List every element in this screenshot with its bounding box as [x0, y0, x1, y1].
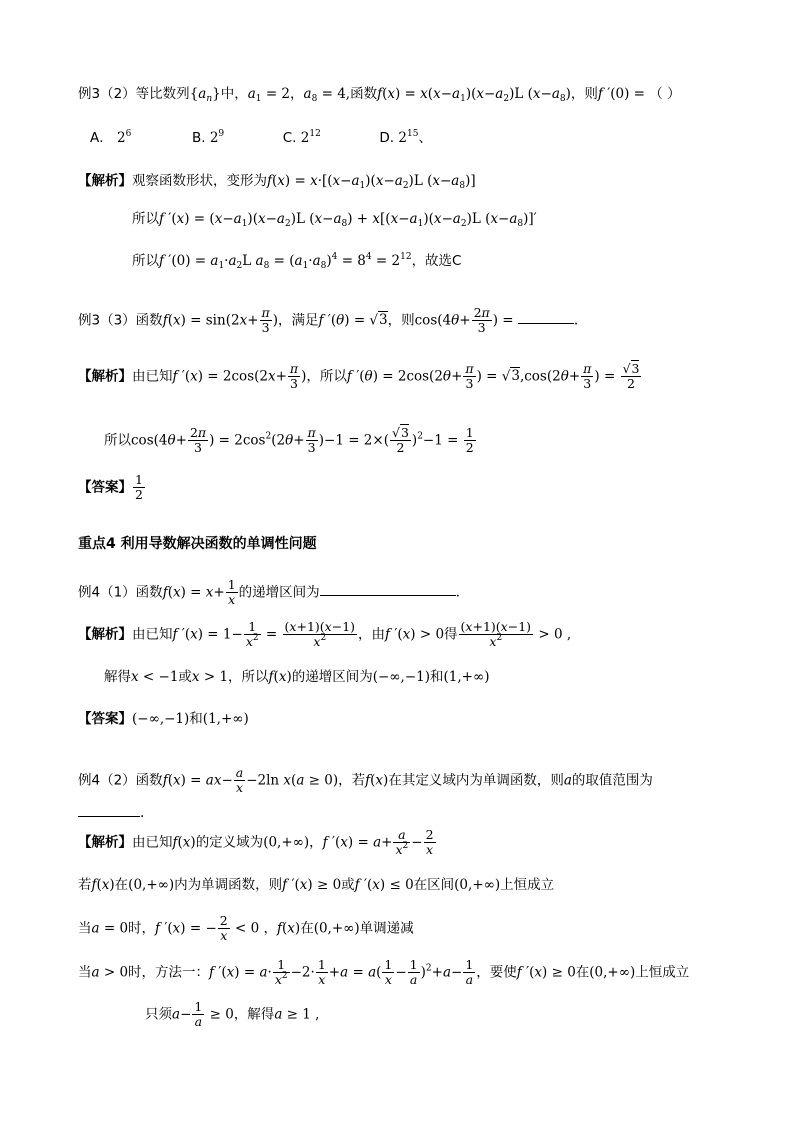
ex4-2-blank-line: . — [78, 806, 144, 822]
answer-blank[interactable] — [320, 594, 456, 596]
choice-c: C. $2^{12}$ — [282, 129, 321, 146]
ex3-2-analysis: 【解析】观察函数形状，变形为$f(x) = x\cdot[(x-a_1)(x-a_2)L$ $(x-a_8)$] — [78, 173, 476, 191]
ex4-2-case-a0: 当a = 0时，f ′(x) = − $\frac{2}{x}$ < 0 ，f(x)在(0,+∞)单调递减 — [78, 913, 414, 944]
ex3-2-derivative: 所以f $'(x) = (x-a_1)(x-a_2)L$ $(x-a_8) + x[(x-a_1)(x-a_2)L$ $(x-a_8)]'$ — [132, 211, 537, 229]
ex4-2-analysis: 【解析】由已知f(x)的定义域为(0,+∞)，f ′(x) = a+ $\frac{a}{x^2}$ − $\frac{2}{x}$ — [78, 827, 434, 858]
ex3-3-answer: 【答案】 $\frac{1}{2}$ — [78, 472, 143, 503]
section-title: 重点4 利用导数解决函数的单调性问题 — [78, 536, 317, 552]
ex3-3-analysis: 【解析】由已知f ′(x) = 2cos(2x+ $\frac{\pi}{3}$ )，所以f ′(θ) = 2cos(2θ+ $\frac{\pi}{3}$ ) = √3,cos(2θ+ $\frac{\pi}{3}$ ) = $\frac{√3}{2}$ — [78, 361, 640, 392]
answer-blank[interactable] — [78, 815, 140, 817]
choice-a: A． $2^6$ — [90, 129, 132, 146]
ex3-2-result: 所以f $'(0) = a_1\cdot a_2L$ $a_8 = (a_1\cdot a_8)^4 = 8^4 = 2^{12}$，故选C — [132, 252, 462, 271]
ex4-2-need: 只须a− $\frac{1}{a}$ ≥ 0，解得a ≥ 1 , — [145, 999, 320, 1030]
ex4-2-condition: 若f(x)在(0,+∞)内为单调函数，则f ′(x) ≥ 0或f ′(x) ≤ 0在区间(0,+∞)上恒成立 — [78, 877, 555, 893]
ex4-2-question: 例4（2）函数f(x) = ax− $\frac{a}{x}$ −2ln x(a ≥ 0)，若f(x)在其定义域内为单调函数，则a的取值范围为 — [78, 765, 653, 796]
ex4-2-case-apos: 当a > 0时，方法一：f ′(x) = a· $\frac{1}{x^2}$ −2· $\frac{1}{x}$ +a = a( $\frac{1}{x}$ − $\frac{1}{a}$ )$^2$+a− $\frac{1}{a}$ ，要使f ′(x) ≥ 0在(0,+∞)上恒成立 — [78, 957, 690, 988]
answer-blank[interactable] — [518, 322, 574, 324]
ex3-2-question: 例3（2）等比数列$\{a_n\}$中，$a_1 = 2$，$a_8 = 4$,函数$f(x) = x(x-a_1)(x-a_2)L$ $(x-a_8)$，则f ′(0) = （ ） — [78, 86, 681, 104]
ex4-1-answer: 【答案】(−∞,−1)和(1,+∞) — [78, 711, 249, 727]
ex3-2-choices — [90, 131, 432, 147]
ex3-3-result: 所以cos(4θ+ $\frac{2\pi}{3}$ ) = $2\cos^2(2\theta+$ $\frac{\pi}{3}$ )−1 = 2×( $\frac{√3}{2}$ )$^2$−1 = $\frac{1}{2}$ — [104, 425, 474, 456]
choice-b: B. $2^9$ — [191, 129, 225, 146]
ex4-1-analysis: 【解析】由已知f ′(x) = 1− $\frac{1}{x^2}$ = $\frac{(x+1)(x-1)}{x^2}$ ，由f ′(x) > 0得 $\frac{(x+1)(x-1)}{x^2}$ > 0 , — [78, 619, 572, 650]
ex4-1-solution: 解得x < −1或x > 1，所以f(x)的递增区间为(−∞,−1)和(1,+∞) — [104, 669, 490, 685]
ex3-2-label: 例3（2）等比数列 — [78, 86, 190, 102]
ex3-3-question: 例3（3）函数f(x) = sin(2x+ $\frac{\pi}{3}$ )，满足f ′(θ) = √3，则cos(4θ+ $\frac{2\pi}{3}$ ) = . — [78, 305, 579, 336]
ex4-1-question: 例4（1）函数f(x) = x+ $\frac{1}{x}$ 的递增区间为 . — [78, 577, 460, 608]
choice-d: D. $2^{15}$、 — [379, 129, 432, 146]
